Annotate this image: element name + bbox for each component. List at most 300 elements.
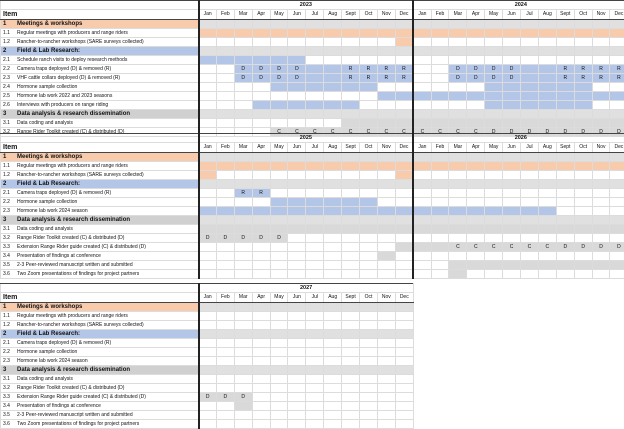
gantt-cell[interactable]	[324, 261, 342, 270]
gantt-cell[interactable]: D	[252, 65, 270, 74]
gantt-cell[interactable]	[199, 171, 217, 180]
gantt-cell[interactable]	[360, 402, 378, 411]
gantt-cell[interactable]	[306, 348, 324, 357]
gantt-cell[interactable]	[377, 420, 395, 429]
gantt-cell[interactable]	[556, 207, 574, 216]
gantt-cell[interactable]	[610, 38, 624, 47]
gantt-cell[interactable]	[342, 384, 360, 393]
gantt-cell[interactable]	[288, 207, 306, 216]
gantt-cell[interactable]	[467, 119, 485, 128]
gantt-cell[interactable]	[503, 56, 521, 65]
task-row[interactable]	[1, 225, 624, 234]
gantt-cell[interactable]	[377, 189, 395, 198]
gantt-cell[interactable]	[431, 38, 449, 47]
gantt-cell[interactable]	[288, 420, 306, 429]
gantt-cell[interactable]	[306, 162, 324, 171]
gantt-cell[interactable]	[234, 357, 252, 366]
gantt-cell[interactable]	[556, 119, 574, 128]
gantt-cell[interactable]	[288, 83, 306, 92]
gantt-cell[interactable]	[431, 65, 449, 74]
gantt-cell[interactable]: R	[574, 65, 592, 74]
gantt-cell[interactable]	[574, 252, 592, 261]
gantt-cell[interactable]: D	[270, 65, 288, 74]
gantt-cell[interactable]	[342, 402, 360, 411]
gantt-cell[interactable]	[270, 312, 288, 321]
gantt-cell[interactable]	[252, 252, 270, 261]
gantt-cell[interactable]	[592, 252, 610, 261]
gantt-cell[interactable]	[485, 261, 503, 270]
gantt-cell[interactable]	[538, 83, 556, 92]
gantt-cell[interactable]	[324, 411, 342, 420]
gantt-cell[interactable]	[377, 38, 395, 47]
gantt-cell[interactable]: R	[574, 74, 592, 83]
gantt-cell[interactable]	[485, 38, 503, 47]
gantt-cell[interactable]	[521, 101, 539, 110]
gantt-cell[interactable]	[610, 162, 624, 171]
gantt-cell[interactable]	[216, 321, 234, 330]
gantt-cell[interactable]: R	[610, 65, 624, 74]
task-row[interactable]	[1, 339, 414, 348]
gantt-cell[interactable]	[377, 402, 395, 411]
gantt-cell[interactable]	[288, 29, 306, 38]
gantt-cell[interactable]	[521, 162, 539, 171]
gantt-cell[interactable]: D	[485, 128, 503, 137]
task-row[interactable]	[1, 171, 624, 180]
gantt-cell[interactable]	[592, 56, 610, 65]
gantt-cell[interactable]	[360, 270, 378, 279]
gantt-cell[interactable]	[270, 321, 288, 330]
gantt-cell[interactable]	[216, 225, 234, 234]
gantt-cell[interactable]	[574, 225, 592, 234]
gantt-cell[interactable]	[342, 207, 360, 216]
gantt-cell[interactable]	[342, 56, 360, 65]
gantt-cell[interactable]	[216, 420, 234, 429]
gantt-cell[interactable]	[395, 402, 413, 411]
gantt-cell[interactable]: R	[592, 74, 610, 83]
gantt-cell[interactable]	[270, 384, 288, 393]
gantt-cell[interactable]	[431, 234, 449, 243]
gantt-cell[interactable]	[377, 252, 395, 261]
gantt-cell[interactable]: D	[485, 74, 503, 83]
gantt-cell[interactable]	[538, 252, 556, 261]
gantt-cell[interactable]	[377, 270, 395, 279]
gantt-cell[interactable]: R	[395, 74, 413, 83]
gantt-cell[interactable]	[216, 357, 234, 366]
gantt-cell[interactable]	[610, 92, 624, 101]
gantt-cell[interactable]	[234, 198, 252, 207]
gantt-cell[interactable]	[306, 393, 324, 402]
gantt-cell[interactable]	[592, 207, 610, 216]
gantt-cell[interactable]: R	[556, 74, 574, 83]
gantt-cell[interactable]: C	[360, 128, 378, 137]
gantt-cell[interactable]: C	[521, 243, 539, 252]
gantt-cell[interactable]	[360, 207, 378, 216]
gantt-cell[interactable]	[270, 119, 288, 128]
gantt-cell[interactable]	[592, 225, 610, 234]
gantt-cell[interactable]: C	[377, 128, 395, 137]
gantt-cell[interactable]	[538, 29, 556, 38]
task-row[interactable]	[1, 393, 414, 402]
gantt-cell[interactable]	[234, 375, 252, 384]
gantt-cell[interactable]	[306, 384, 324, 393]
gantt-cell[interactable]	[395, 375, 413, 384]
gantt-cell[interactable]	[199, 270, 217, 279]
gantt-cell[interactable]	[252, 384, 270, 393]
gantt-cell[interactable]	[234, 411, 252, 420]
gantt-cell[interactable]	[234, 384, 252, 393]
gantt-cell[interactable]	[324, 162, 342, 171]
gantt-cell[interactable]	[216, 312, 234, 321]
gantt-cell[interactable]	[395, 92, 413, 101]
gantt-cell[interactable]: R	[360, 74, 378, 83]
gantt-cell[interactable]	[377, 119, 395, 128]
gantt-cell[interactable]	[538, 65, 556, 74]
gantt-cell[interactable]: D	[521, 128, 539, 137]
gantt-cell[interactable]	[556, 162, 574, 171]
gantt-cell[interactable]	[556, 225, 574, 234]
gantt-cell[interactable]	[395, 29, 413, 38]
gantt-cell[interactable]	[503, 119, 521, 128]
gantt-cell[interactable]	[360, 29, 378, 38]
gantt-cell[interactable]: R	[252, 189, 270, 198]
gantt-cell[interactable]	[467, 234, 485, 243]
gantt-cell[interactable]	[574, 119, 592, 128]
gantt-cell[interactable]	[199, 402, 217, 411]
gantt-cell[interactable]: D	[467, 65, 485, 74]
gantt-cell[interactable]	[592, 198, 610, 207]
gantt-cell[interactable]	[288, 189, 306, 198]
gantt-cell[interactable]	[342, 38, 360, 47]
gantt-cell[interactable]	[234, 252, 252, 261]
gantt-cell[interactable]	[449, 234, 467, 243]
gantt-cell[interactable]	[467, 101, 485, 110]
gantt-cell[interactable]: C	[395, 128, 413, 137]
gantt-cell[interactable]	[360, 92, 378, 101]
gantt-cell[interactable]	[306, 119, 324, 128]
gantt-cell[interactable]	[306, 92, 324, 101]
gantt-cell[interactable]	[216, 207, 234, 216]
gantt-cell[interactable]	[467, 56, 485, 65]
gantt-cell[interactable]	[342, 198, 360, 207]
gantt-cell[interactable]	[377, 101, 395, 110]
gantt-cell[interactable]	[234, 261, 252, 270]
gantt-cell[interactable]	[395, 312, 413, 321]
gantt-cell[interactable]	[288, 357, 306, 366]
gantt-cell[interactable]	[342, 339, 360, 348]
gantt-cell[interactable]	[252, 312, 270, 321]
gantt-cell[interactable]: C	[538, 243, 556, 252]
gantt-cell[interactable]	[288, 243, 306, 252]
gantt-cell[interactable]	[252, 92, 270, 101]
gantt-cell[interactable]	[449, 83, 467, 92]
gantt-cell[interactable]	[538, 119, 556, 128]
gantt-cell[interactable]	[306, 38, 324, 47]
gantt-cell[interactable]	[538, 101, 556, 110]
gantt-cell[interactable]: C	[503, 243, 521, 252]
gantt-cell[interactable]	[503, 225, 521, 234]
gantt-cell[interactable]	[449, 207, 467, 216]
gantt-cell[interactable]	[288, 339, 306, 348]
gantt-cell[interactable]	[342, 321, 360, 330]
gantt-cell[interactable]	[270, 56, 288, 65]
gantt-cell[interactable]	[538, 225, 556, 234]
gantt-cell[interactable]	[342, 101, 360, 110]
gantt-cell[interactable]	[199, 198, 217, 207]
gantt-cell[interactable]	[270, 101, 288, 110]
gantt-cell[interactable]	[199, 74, 217, 83]
gantt-cell[interactable]	[360, 420, 378, 429]
gantt-cell[interactable]	[199, 261, 217, 270]
gantt-cell[interactable]	[288, 321, 306, 330]
gantt-cell[interactable]	[592, 29, 610, 38]
gantt-cell[interactable]	[592, 171, 610, 180]
gantt-cell[interactable]	[377, 207, 395, 216]
gantt-cell[interactable]	[306, 252, 324, 261]
gantt-cell[interactable]	[199, 189, 217, 198]
gantt-cell[interactable]: D	[485, 65, 503, 74]
gantt-cell[interactable]	[288, 261, 306, 270]
gantt-cell[interactable]	[449, 101, 467, 110]
gantt-cell[interactable]	[610, 56, 624, 65]
gantt-cell[interactable]	[234, 321, 252, 330]
gantt-cell[interactable]	[252, 119, 270, 128]
task-row[interactable]	[1, 312, 414, 321]
gantt-cell[interactable]	[377, 234, 395, 243]
gantt-cell[interactable]	[342, 162, 360, 171]
gantt-cell[interactable]	[199, 56, 217, 65]
gantt-cell[interactable]	[556, 261, 574, 270]
gantt-cell[interactable]	[377, 339, 395, 348]
gantt-cell[interactable]: R	[377, 74, 395, 83]
task-row[interactable]	[1, 243, 624, 252]
gantt-cell[interactable]	[467, 92, 485, 101]
gantt-cell[interactable]	[342, 393, 360, 402]
gantt-cell[interactable]	[521, 171, 539, 180]
gantt-cell[interactable]: D	[234, 393, 252, 402]
gantt-cell[interactable]	[199, 243, 217, 252]
gantt-cell[interactable]	[306, 402, 324, 411]
gantt-cell[interactable]	[521, 252, 539, 261]
gantt-cell[interactable]	[431, 162, 449, 171]
gantt-cell[interactable]	[610, 270, 624, 279]
gantt-cell[interactable]: C	[270, 128, 288, 137]
gantt-cell[interactable]	[306, 420, 324, 429]
gantt-cell[interactable]	[413, 252, 431, 261]
gantt-cell[interactable]	[521, 189, 539, 198]
gantt-cell[interactable]: D	[538, 128, 556, 137]
task-row[interactable]	[1, 29, 624, 38]
gantt-cell[interactable]	[503, 83, 521, 92]
gantt-cell[interactable]	[574, 83, 592, 92]
gantt-cell[interactable]	[216, 56, 234, 65]
gantt-cell[interactable]: D	[199, 393, 217, 402]
gantt-cell[interactable]	[431, 243, 449, 252]
gantt-cell[interactable]: C	[449, 128, 467, 137]
gantt-cell[interactable]	[574, 171, 592, 180]
gantt-cell[interactable]: D	[574, 128, 592, 137]
gantt-cell[interactable]: R	[234, 189, 252, 198]
gantt-cell[interactable]	[342, 189, 360, 198]
gantt-cell[interactable]	[556, 38, 574, 47]
task-row[interactable]	[1, 119, 624, 128]
task-row[interactable]	[1, 65, 624, 74]
gantt-cell[interactable]	[538, 74, 556, 83]
gantt-cell[interactable]	[395, 357, 413, 366]
gantt-cell[interactable]	[199, 384, 217, 393]
task-row[interactable]	[1, 83, 624, 92]
gantt-cell[interactable]	[360, 56, 378, 65]
gantt-cell[interactable]	[449, 171, 467, 180]
gantt-cell[interactable]: D	[592, 243, 610, 252]
gantt-cell[interactable]	[288, 234, 306, 243]
gantt-cell[interactable]	[342, 270, 360, 279]
gantt-cell[interactable]	[199, 339, 217, 348]
gantt-cell[interactable]	[485, 171, 503, 180]
gantt-cell[interactable]	[288, 119, 306, 128]
gantt-cell[interactable]	[324, 384, 342, 393]
gantt-cell[interactable]: D	[288, 74, 306, 83]
gantt-cell[interactable]	[252, 83, 270, 92]
gantt-cell[interactable]	[270, 92, 288, 101]
task-row[interactable]	[1, 162, 624, 171]
gantt-cell[interactable]	[538, 38, 556, 47]
gantt-cell[interactable]	[377, 261, 395, 270]
gantt-cell[interactable]	[360, 189, 378, 198]
gantt-cell[interactable]	[395, 207, 413, 216]
gantt-cell[interactable]	[288, 38, 306, 47]
gantt-cell[interactable]	[574, 101, 592, 110]
gantt-cell[interactable]	[377, 357, 395, 366]
gantt-cell[interactable]	[342, 261, 360, 270]
gantt-cell[interactable]	[360, 339, 378, 348]
gantt-cell[interactable]	[413, 101, 431, 110]
gantt-cell[interactable]	[324, 420, 342, 429]
gantt-cell[interactable]	[485, 207, 503, 216]
gantt-cell[interactable]	[431, 252, 449, 261]
gantt-cell[interactable]	[216, 243, 234, 252]
gantt-cell[interactable]	[306, 261, 324, 270]
gantt-cell[interactable]	[521, 270, 539, 279]
gantt-cell[interactable]	[342, 171, 360, 180]
gantt-cell[interactable]	[503, 162, 521, 171]
gantt-cell[interactable]	[449, 56, 467, 65]
gantt-cell[interactable]	[503, 270, 521, 279]
gantt-cell[interactable]: D	[252, 74, 270, 83]
gantt-cell[interactable]: D	[449, 74, 467, 83]
gantt-cell[interactable]	[288, 393, 306, 402]
gantt-cell[interactable]	[306, 312, 324, 321]
gantt-cell[interactable]	[252, 162, 270, 171]
gantt-cell[interactable]	[252, 225, 270, 234]
gantt-cell[interactable]	[234, 402, 252, 411]
gantt-cell[interactable]	[252, 207, 270, 216]
gantt-cell[interactable]	[306, 65, 324, 74]
gantt-cell[interactable]	[234, 339, 252, 348]
gantt-cell[interactable]	[538, 261, 556, 270]
gantt-cell[interactable]	[395, 393, 413, 402]
gantt-cell[interactable]	[324, 225, 342, 234]
gantt-cell[interactable]: D	[288, 65, 306, 74]
task-row[interactable]	[1, 38, 624, 47]
gantt-cell[interactable]	[431, 83, 449, 92]
gantt-cell[interactable]	[324, 101, 342, 110]
gantt-cell[interactable]	[538, 92, 556, 101]
gantt-cell[interactable]	[574, 38, 592, 47]
gantt-cell[interactable]	[270, 162, 288, 171]
gantt-cell[interactable]: R	[556, 65, 574, 74]
gantt-cell[interactable]	[216, 171, 234, 180]
gantt-cell[interactable]	[449, 38, 467, 47]
gantt-cell[interactable]	[503, 101, 521, 110]
gantt-cell[interactable]	[324, 56, 342, 65]
gantt-cell[interactable]	[360, 384, 378, 393]
gantt-cell[interactable]	[521, 92, 539, 101]
gantt-cell[interactable]	[306, 375, 324, 384]
gantt-cell[interactable]	[324, 29, 342, 38]
gantt-cell[interactable]: C	[306, 128, 324, 137]
task-row[interactable]	[1, 375, 414, 384]
gantt-cell[interactable]	[216, 29, 234, 38]
gantt-cell[interactable]	[449, 198, 467, 207]
gantt-cell[interactable]	[199, 38, 217, 47]
gantt-cell[interactable]	[395, 83, 413, 92]
gantt-cell[interactable]	[521, 119, 539, 128]
gantt-cell[interactable]	[574, 261, 592, 270]
gantt-cell[interactable]	[306, 56, 324, 65]
gantt-cell[interactable]	[324, 243, 342, 252]
gantt-cell[interactable]	[431, 119, 449, 128]
gantt-cell[interactable]	[199, 162, 217, 171]
gantt-cell[interactable]	[324, 357, 342, 366]
gantt-cell[interactable]	[342, 234, 360, 243]
gantt-cell[interactable]	[199, 411, 217, 420]
gantt-cell[interactable]	[252, 420, 270, 429]
gantt-cell[interactable]	[270, 402, 288, 411]
gantt-cell[interactable]	[574, 56, 592, 65]
gantt-cell[interactable]	[574, 162, 592, 171]
gantt-cell[interactable]	[360, 261, 378, 270]
gantt-cell[interactable]	[413, 92, 431, 101]
gantt-cell[interactable]	[556, 270, 574, 279]
gantt-cell[interactable]	[306, 101, 324, 110]
gantt-cell[interactable]	[252, 56, 270, 65]
gantt-cell[interactable]	[270, 375, 288, 384]
gantt-cell[interactable]	[342, 252, 360, 261]
task-row[interactable]	[1, 189, 624, 198]
gantt-cell[interactable]	[252, 357, 270, 366]
gantt-cell[interactable]	[521, 29, 539, 38]
gantt-cell[interactable]	[324, 393, 342, 402]
gantt-cell[interactable]	[234, 38, 252, 47]
gantt-cell[interactable]	[538, 171, 556, 180]
gantt-cell[interactable]	[342, 420, 360, 429]
gantt-cell[interactable]	[199, 321, 217, 330]
gantt-cell[interactable]	[216, 74, 234, 83]
gantt-cell[interactable]: D	[270, 234, 288, 243]
gantt-cell[interactable]	[485, 270, 503, 279]
gantt-cell[interactable]	[431, 207, 449, 216]
gantt-cell[interactable]	[503, 207, 521, 216]
gantt-cell[interactable]	[592, 83, 610, 92]
gantt-cell[interactable]	[467, 261, 485, 270]
task-row[interactable]	[1, 348, 414, 357]
gantt-cell[interactable]	[467, 225, 485, 234]
gantt-cell[interactable]	[199, 357, 217, 366]
gantt-cell[interactable]	[413, 243, 431, 252]
gantt-cell[interactable]	[431, 171, 449, 180]
gantt-cell[interactable]	[485, 252, 503, 261]
gantt-cell[interactable]	[574, 234, 592, 243]
